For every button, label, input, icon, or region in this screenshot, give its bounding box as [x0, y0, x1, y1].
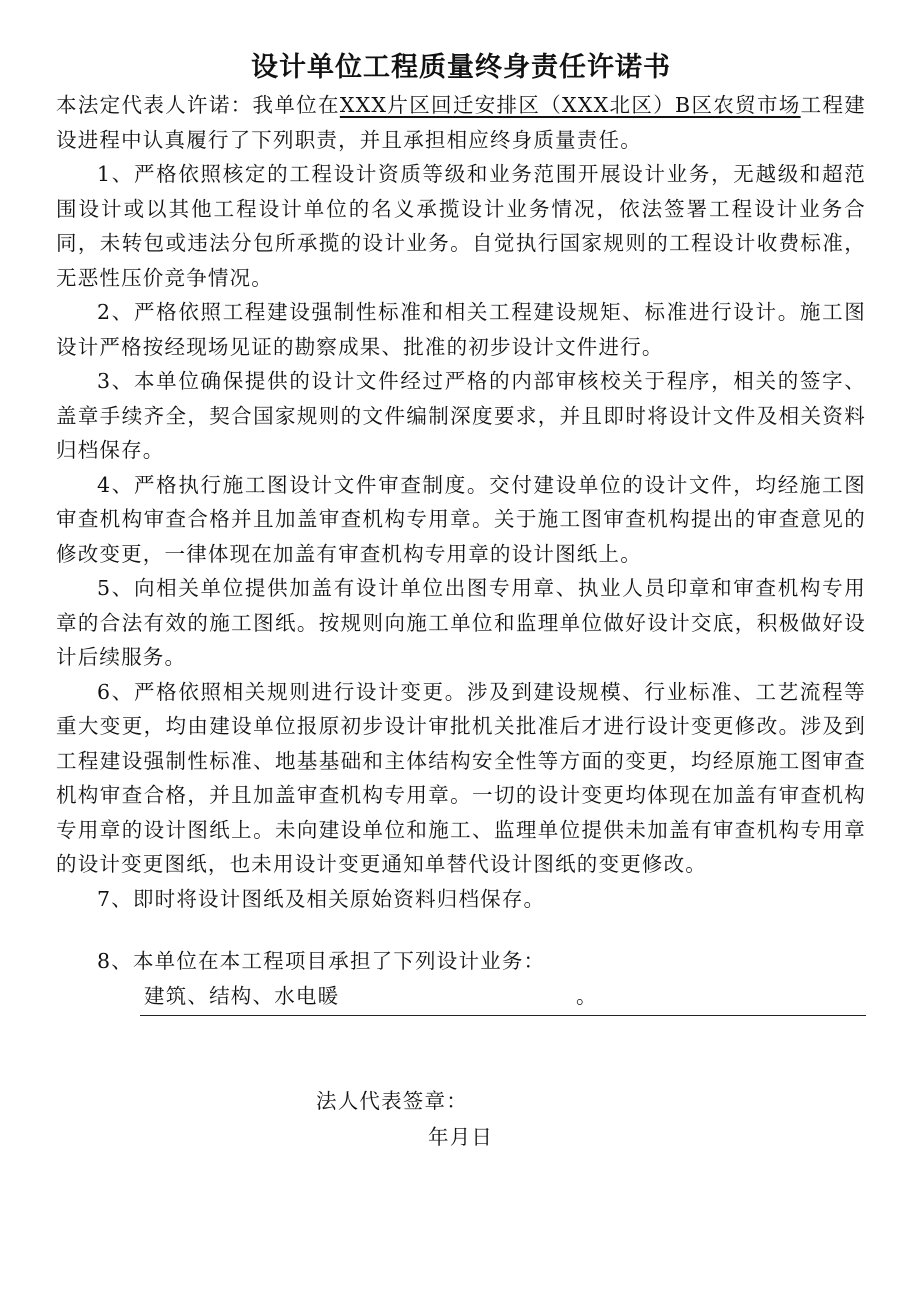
item-8: 8、本单位在本工程项目承担了下列设计业务：	[97, 949, 546, 973]
item-6: 6、严格依照相关规则进行设计变更。涉及到建设规模、行业标准、工艺流程等重大变更，均由建设单位报原初步设计审批机关批准后才进行设计变更修改。涉及到工程建设强制性标准、地基基础和主体结构安全性等方面的变更，均经原施工图审查机构审查合格，并且加盖审查机构专用章。一切的设计变更均体现在加盖有审查机构专用章的设计图纸上。未向建设单位和施工、监理单位提供未加盖有审查机构专用章的设计变更图纸，也未用设计变更通知单替代设计图纸的变更修改。	[56, 679, 866, 876]
date-label: 年月日	[428, 1125, 494, 1149]
item-3: 3、本单位确保提供的设计文件经过严格的内部审核校关于程序，相关的签字、盖章手续齐全，契合国家规则的文件编制深度要求，并且即时将设计文件及相关资料归档保存。	[56, 369, 866, 462]
item-1: 1、严格依照核定的工程设计资质等级和业务范围开展设计业务，无越级和超范围设计或以其他工程设计单位的名义承揽设计业务情况，依法签署工程设计业务合同，未转包或违法分包所承揽的设计业务。自觉执行国家规则的工程设计收费标准，无恶性压价竞争情况。	[56, 162, 866, 290]
item-5: 5、向相关单位提供加盖有设计单位出图专用章、执业人员印章和审查机构专用章的合法有效的施工图纸。按规则向施工单位和监理单位做好设计交底，积极做好设计后续服务。	[56, 576, 866, 669]
design-scope-value: 建筑、结构、水电暖	[144, 983, 340, 1008]
intro-prefix: 本法定代表人许诺：我单位在	[56, 93, 340, 117]
design-scope-period: 。	[576, 983, 598, 1008]
document-body	[56, 48, 866, 1016]
item-7: 7、即时将设计图纸及相关原始资料归档保存。	[97, 886, 546, 911]
signature-label: 法人代表签章：	[316, 1089, 468, 1113]
item-2: 2、严格依照工程建设强制性标准和相关工程建设规矩、标准进行设计。施工图设计严格按经现场见证的勘察成果、批准的初步设计文件进行。	[56, 300, 866, 359]
design-scope-field	[140, 979, 866, 1016]
intro-suffix: 工程建设进程中认真履行了下列职责，并且承担相应终身质量责任。	[56, 93, 866, 152]
spacer	[56, 916, 866, 944]
intro-paragraph	[56, 88, 866, 157]
document-title: 设计单位工程质量终身责任许诺书	[251, 52, 671, 83]
item-4: 4、严格执行施工图设计文件审查制度。交付建设单位的设计文件，均经施工图审查机构审查合格并且加盖审查机构专用章。关于施工图审查机构提出的审查意见的修改变更，一律体现在加盖有审查机构专用章的设计图纸上。	[56, 472, 866, 566]
project-name: XXX片区回迁安排区（XXX北区）B区农贸市场	[339, 93, 801, 117]
